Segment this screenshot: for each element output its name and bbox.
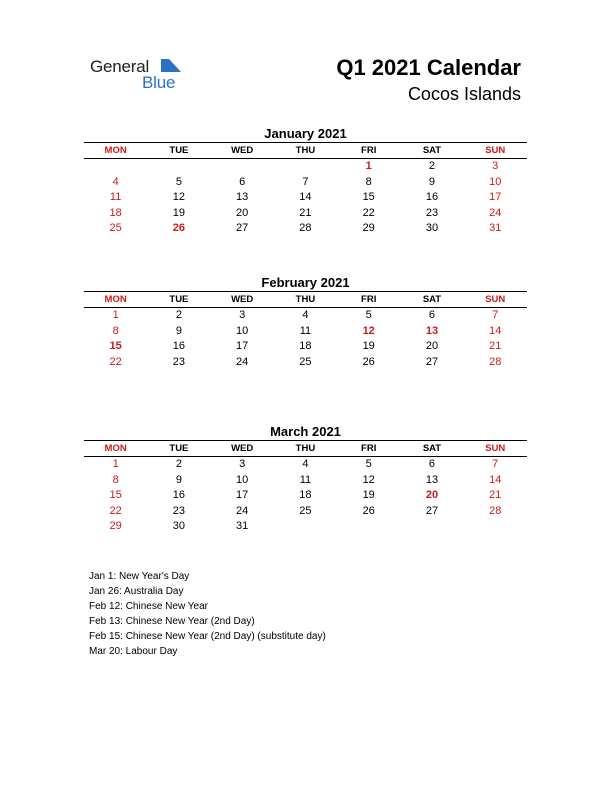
day-cell: 5 bbox=[365, 458, 372, 470]
day-cell: 24 bbox=[236, 504, 249, 517]
day-cell: 6 bbox=[428, 309, 436, 321]
logo-general-text: General bbox=[90, 57, 150, 76]
day-cell: 17 bbox=[489, 191, 502, 204]
day-cell: 2 bbox=[175, 458, 182, 470]
week-row bbox=[84, 355, 527, 371]
holiday-entry: Feb 12: Chinese New Year bbox=[89, 601, 208, 612]
week-row bbox=[84, 519, 527, 535]
holiday-entry: Mar 20: Labour Day bbox=[89, 646, 178, 657]
day-cell: 3 bbox=[239, 458, 246, 470]
holiday-entry: Jan 1: New Year's Day bbox=[89, 571, 190, 582]
holiday-list bbox=[89, 569, 326, 659]
day-cell: 20 bbox=[236, 206, 249, 219]
day-cell bbox=[84, 159, 147, 175]
day-cell: 30 bbox=[425, 222, 439, 235]
logo-blue-text: Blue bbox=[142, 73, 176, 92]
day-cell bbox=[274, 159, 337, 175]
day-cell bbox=[147, 159, 210, 175]
holiday-day-cell: 20 bbox=[425, 489, 439, 502]
day-cell: 21 bbox=[489, 340, 502, 353]
day-cell: 24 bbox=[489, 206, 502, 219]
day-cell: 28 bbox=[489, 504, 502, 517]
holiday-entry: Jan 26: Australia Day bbox=[89, 586, 184, 597]
day-cell: 15 bbox=[362, 191, 375, 204]
day-cell: 27 bbox=[425, 504, 439, 517]
weekday-header-sun: SUN bbox=[485, 443, 506, 454]
day-cell: 16 bbox=[425, 191, 439, 204]
day-cell: 25 bbox=[109, 222, 122, 235]
day-cell: 25 bbox=[299, 355, 312, 368]
weekday-header-sat: SAT bbox=[422, 145, 442, 156]
holiday-day-cell: 1 bbox=[365, 160, 372, 172]
page-title: Q1 2021 Calendar bbox=[336, 55, 521, 80]
day-cell bbox=[274, 519, 337, 535]
day-cell: 11 bbox=[299, 473, 312, 486]
day-cell: 10 bbox=[236, 324, 249, 337]
day-cell: 8 bbox=[112, 473, 119, 486]
day-cell: 28 bbox=[489, 355, 502, 368]
week-row bbox=[84, 175, 527, 191]
weekday-header-thu: THU bbox=[295, 294, 316, 305]
day-cell: 2 bbox=[428, 160, 436, 172]
day-cell: 4 bbox=[302, 309, 309, 321]
weekday-header-sun: SUN bbox=[485, 145, 506, 156]
day-cell: 24 bbox=[236, 355, 249, 368]
day-cell: 21 bbox=[299, 206, 312, 219]
day-cell: 3 bbox=[239, 309, 246, 321]
day-cell: 9 bbox=[175, 324, 182, 337]
day-cell: 10 bbox=[489, 175, 502, 188]
day-cell: 14 bbox=[299, 191, 312, 204]
day-cell: 18 bbox=[299, 489, 312, 502]
month-january bbox=[84, 125, 527, 237]
day-cell: 13 bbox=[425, 473, 439, 486]
day-cell: 19 bbox=[172, 206, 186, 219]
day-cell: 7 bbox=[302, 175, 309, 188]
day-cell: 18 bbox=[299, 340, 312, 353]
week-row bbox=[84, 473, 527, 489]
week-row bbox=[84, 190, 527, 206]
day-cell: 5 bbox=[175, 175, 182, 188]
weekday-header-fri: FRI bbox=[361, 294, 377, 305]
page-subtitle: Cocos Islands bbox=[407, 84, 521, 104]
day-cell: 21 bbox=[489, 489, 502, 502]
month-title: February 2021 bbox=[261, 275, 350, 290]
day-cell: 4 bbox=[112, 175, 119, 188]
day-cell: 22 bbox=[362, 206, 375, 219]
day-cell bbox=[337, 519, 400, 535]
day-cell: 1 bbox=[112, 458, 119, 470]
weekday-header-tue: TUE bbox=[169, 443, 189, 454]
weekday-header-fri: FRI bbox=[361, 443, 377, 454]
day-cell: 27 bbox=[425, 355, 439, 368]
day-cell: 31 bbox=[489, 222, 502, 235]
weekday-header-wed: WED bbox=[231, 294, 254, 305]
week-row bbox=[84, 504, 527, 520]
weekday-header-row bbox=[84, 291, 527, 308]
day-cell: 23 bbox=[172, 504, 186, 517]
weekday-header-mon: MON bbox=[104, 294, 127, 305]
day-cell: 11 bbox=[109, 191, 122, 204]
day-cell: 26 bbox=[362, 355, 375, 368]
week-row bbox=[84, 221, 527, 237]
day-cell: 29 bbox=[109, 520, 122, 533]
day-cell: 7 bbox=[492, 309, 499, 321]
day-cell: 19 bbox=[362, 489, 375, 502]
weekday-header-mon: MON bbox=[104, 443, 127, 454]
day-cell: 25 bbox=[299, 504, 312, 517]
day-cell: 3 bbox=[492, 160, 499, 172]
generalblue-logo bbox=[90, 55, 210, 95]
day-cell: 17 bbox=[236, 489, 249, 502]
holiday-day-cell: 13 bbox=[425, 324, 439, 337]
day-cell: 22 bbox=[109, 355, 122, 368]
week-row bbox=[84, 488, 527, 504]
weekday-header-mon: MON bbox=[104, 145, 127, 156]
weekday-header-thu: THU bbox=[295, 443, 316, 454]
day-cell: 13 bbox=[236, 191, 249, 204]
day-cell: 11 bbox=[299, 324, 312, 337]
weekday-header-row bbox=[84, 142, 527, 159]
day-cell: 30 bbox=[172, 520, 186, 533]
logo-flag-icon bbox=[161, 59, 181, 73]
week-row bbox=[84, 457, 527, 473]
day-cell: 12 bbox=[362, 473, 375, 486]
month-title: January 2021 bbox=[264, 126, 347, 141]
weekday-header-wed: WED bbox=[231, 443, 254, 454]
day-cell: 16 bbox=[172, 340, 186, 353]
day-cell bbox=[211, 159, 274, 175]
day-cell: 14 bbox=[489, 324, 502, 337]
day-cell: 28 bbox=[299, 222, 312, 235]
weekday-header-thu: THU bbox=[295, 145, 316, 156]
month-march bbox=[84, 423, 527, 535]
holiday-day-cell: 26 bbox=[172, 222, 186, 235]
day-cell: 20 bbox=[425, 340, 439, 353]
day-cell: 23 bbox=[172, 355, 186, 368]
day-cell: 6 bbox=[239, 175, 246, 188]
day-cell: 9 bbox=[175, 473, 182, 486]
holiday-entry: Feb 15: Chinese New Year (2nd Day) (substitute day) bbox=[89, 631, 326, 642]
day-cell: 6 bbox=[428, 458, 436, 470]
day-cell: 12 bbox=[172, 191, 186, 204]
day-cell: 7 bbox=[492, 458, 499, 470]
weekday-header-sun: SUN bbox=[485, 294, 506, 305]
day-cell: 26 bbox=[362, 504, 375, 517]
week-row bbox=[84, 324, 527, 340]
weekday-header-row bbox=[84, 440, 527, 457]
day-cell: 8 bbox=[112, 324, 119, 337]
day-cell: 14 bbox=[489, 473, 502, 486]
day-cell: 5 bbox=[365, 309, 372, 321]
holiday-day-cell: 15 bbox=[109, 340, 122, 353]
week-row bbox=[84, 206, 527, 222]
day-cell: 27 bbox=[236, 222, 249, 235]
week-row bbox=[84, 308, 527, 324]
weekday-header-sat: SAT bbox=[422, 294, 442, 305]
day-cell: 19 bbox=[362, 340, 375, 353]
day-cell: 23 bbox=[425, 206, 439, 219]
day-cell bbox=[464, 519, 527, 535]
holiday-day-cell: 12 bbox=[362, 324, 375, 337]
day-cell: 22 bbox=[109, 504, 122, 517]
day-cell: 2 bbox=[175, 309, 182, 321]
day-cell: 15 bbox=[109, 489, 122, 502]
day-cell: 4 bbox=[302, 458, 309, 470]
day-cell: 10 bbox=[236, 473, 249, 486]
day-cell: 8 bbox=[365, 175, 372, 188]
day-cell: 16 bbox=[172, 489, 186, 502]
weekday-header-tue: TUE bbox=[169, 145, 189, 156]
holiday-entry: Feb 13: Chinese New Year (2nd Day) bbox=[89, 616, 255, 627]
day-cell: 17 bbox=[236, 340, 249, 353]
day-cell: 9 bbox=[428, 175, 436, 188]
day-cell: 1 bbox=[112, 309, 119, 321]
week-row bbox=[84, 159, 527, 175]
month-february bbox=[84, 274, 527, 370]
day-cell: 18 bbox=[109, 206, 122, 219]
weekday-header-tue: TUE bbox=[169, 294, 189, 305]
month-title: March 2021 bbox=[270, 424, 341, 439]
weekday-header-sat: SAT bbox=[422, 443, 442, 454]
day-cell bbox=[400, 519, 463, 535]
day-cell: 31 bbox=[236, 520, 249, 533]
weekday-header-fri: FRI bbox=[361, 145, 377, 156]
week-row bbox=[84, 339, 527, 355]
weekday-header-wed: WED bbox=[231, 145, 254, 156]
day-cell: 29 bbox=[362, 222, 375, 235]
